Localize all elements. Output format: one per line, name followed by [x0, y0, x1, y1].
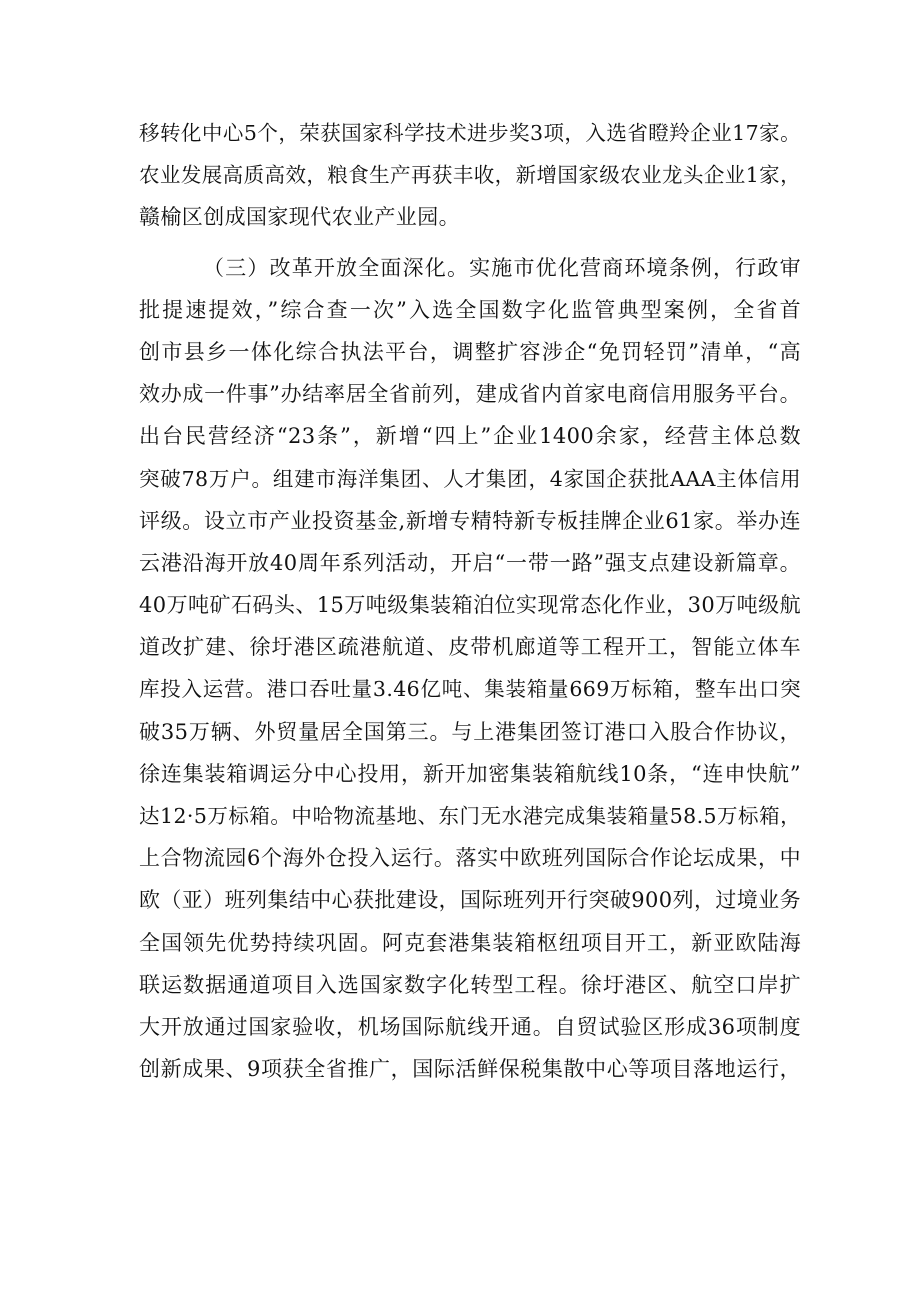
text-line: 批提速提效，”综合查一次”入选全国数字化监管典型案例，全省首 — [139, 297, 801, 322]
text-line: 道改扩建、徐圩港区疏港航道、皮带机廊道等工程开工，智能立体车 — [139, 635, 801, 660]
text-line: 40万吨矿石码头、15万吨级集装箱泊位实现常态化作业，30万吨级航 — [139, 593, 801, 618]
text-line: 移转化中心5个，荣获国家科学技术进步奖3项，入选省瞪羚企业17家。 — [139, 121, 801, 145]
text-line: 赣榆区创成国家现代农业产业园。 — [139, 205, 460, 230]
text-line: （三）改革开放全面深化。实施市优化营商环境条例，行政审 — [203, 255, 801, 280]
text-line: 大开放通过国家验收，机场国际航线开通。自贸试验区形成36项制度 — [139, 1014, 801, 1039]
text-line: 达12·5万标箱。中哈物流基地、东门无水港完成集装箱量58.5万标箱， — [139, 804, 801, 828]
text-line: 云港沿海开放40周年系列活动，开启“一带一路”强支点建设新篇章。 — [139, 550, 801, 575]
text-line: 评级。设立市产业投资基金,新增专精特新专板挂牌企业61家。举办连 — [139, 508, 801, 533]
text-line: 欧（亚）班列集结中心获批建设，国际班列开行突破900列，过境业务 — [139, 888, 801, 913]
text-line: 徐连集装箱调运分中心投用，新开加密集装箱航线10条，“连申快航” — [139, 761, 801, 786]
text-line: 全国领先优势持续巩固。阿克套港集装箱枢纽项目开工，新亚欧陆海 — [139, 930, 801, 955]
text-line: 联运数据通道项目入选国家数字化转型工程。徐圩港区、航空口岸扩 — [139, 972, 801, 997]
document-body — [139, 112, 801, 1090]
text-line: 库投入运营。港口吞吐量3.46亿吨、集装箱量669万标箱，整车出口突 — [139, 677, 801, 702]
text-line: 创新成果、9项获全省推广，国际活鲜保税集散中心等项目落地运行， — [139, 1057, 801, 1082]
text-line: 上合物流园6个海外仓投入运行。落实中欧班列国际合作论坛成果，中 — [139, 846, 801, 871]
text-line: 效办成一件事”办结率居全省前列，建成省内首家电商信用服务平台。 — [139, 382, 801, 407]
text-line: 突破78万户。组建市海洋集团、人才集团，4家国企获批AAA主体信用 — [139, 466, 801, 491]
text-line: 农业发展高质高效，粮食生产再获丰收，新增国家级农业龙头企业1家， — [139, 163, 801, 188]
text-line: 创市县乡一体化综合执法平台，调整扩容涉企“免罚轻罚”清单，“高 — [139, 339, 801, 364]
text-line: 出台民营经济“23条”，新增“四上”企业1400余家，经营主体总数 — [139, 424, 801, 449]
text-line: 破35万辆、外贸量居全国第三。与上港集团签订港口入股合作协议， — [139, 719, 801, 744]
